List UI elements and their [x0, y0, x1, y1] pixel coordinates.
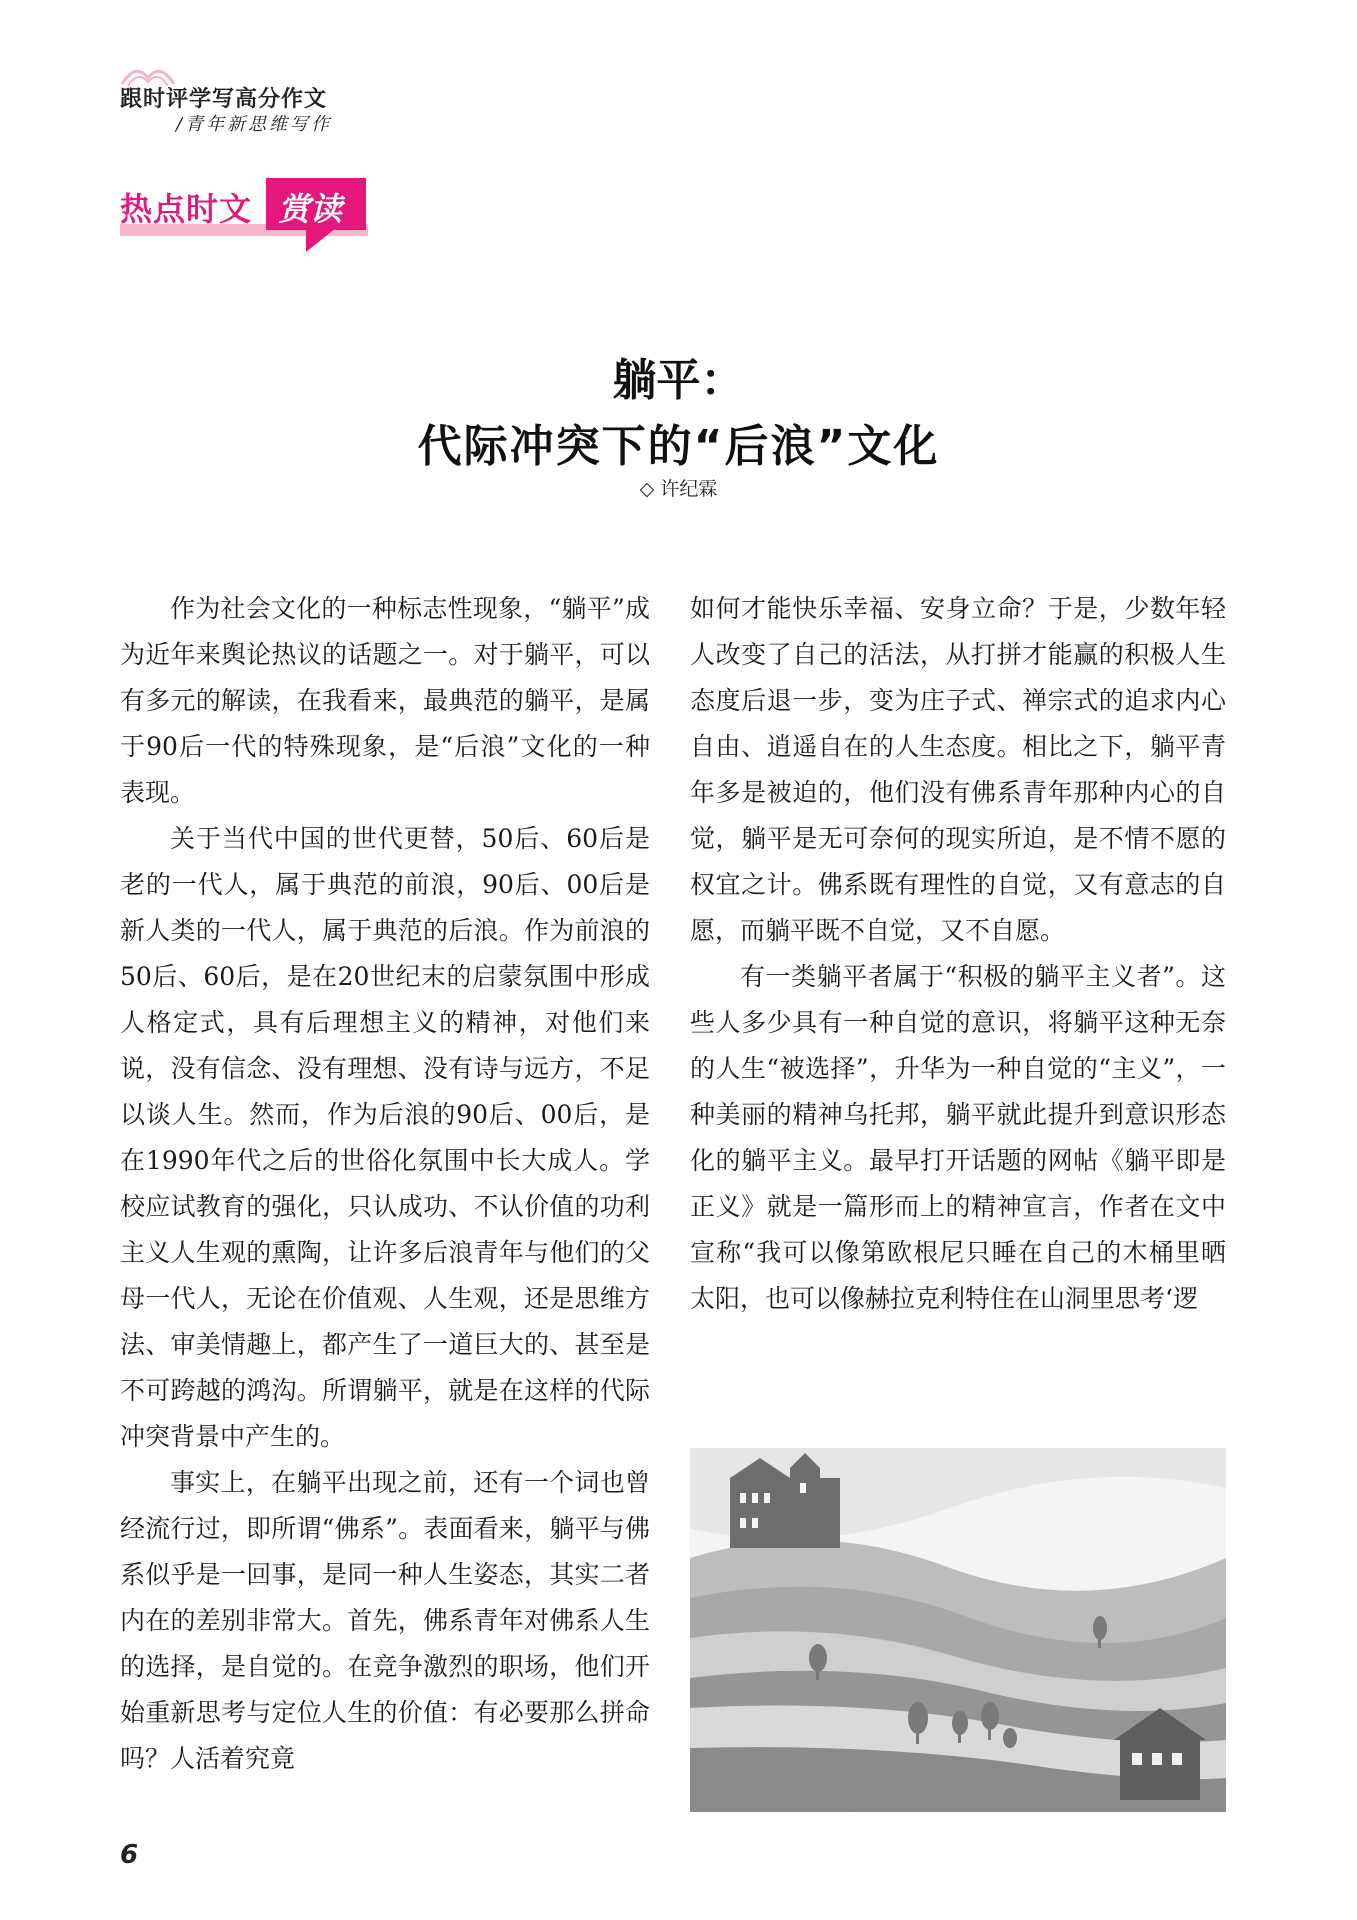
magazine-title: 跟时评学写高分作文 [120, 86, 328, 112]
magazine-subtitle: /青年新思维写作 [176, 114, 333, 135]
paragraph: 关于当代中国的世代更替，50后、60后是老的一代人，属于典范的前浪，90后、00后是新人类的一代人，属于典范的后浪。作为前浪的50后、60后，是在20世纪末的启蒙氛围中形成人格定式，具有后理想主义的精神，对他们来说，没有信念、没有理想、没有诗与远方，不足以谈人生。然而，作为后浪的90后、00后，是在1990年代之后的世俗化氛围中长大成人。学校应试教育的强化，只认成功、不认价值的功利主义人生观的熏陶，让许多后浪青年与他们的父母一代人，无论在价值观、人生观，还是思维方法、审美情趣上，都产生了一道巨大的、甚至是不可跨越的鸿沟。所谓躺平，就是在这样的代际冲突背景中产生的。 [120, 824, 650, 1451]
landscape-illustration [690, 1448, 1226, 1812]
column-tag [120, 178, 368, 252]
paragraph: 如何才能快乐幸福、安身立命？于是，少数年轻人改变了自己的活法，从打拼才能赢的积极人生态度后退一步，变为庄子式、禅宗式的追求内心自由、逍遥自在的人生态度。相比之下，躺平青年多是被迫的，他们没有佛系青年那种内心的自觉，躺平是无可奈何的现实所迫，是不情不愿的权宜之计。佛系既有理性的自觉，又有意志的自愿，而躺平既不自觉，又不自愿。 [690, 594, 1226, 945]
paragraph: 有一类躺平者属于“积极的躺平主义者”。这些人多少具有一种自觉的意识，将躺平这种无奈的人生“被选择”，升华为一种自觉的“主义”，一种美丽的精神乌托邦，躺平就此提升到意识形态化的躺平主义。最早打开话题的网帖《躺平即是正义》就是一篇形而上的精神宣言，作者在文中宣称“我可以像第欧根尼只睡在自己的木桶里晒太阳，也可以像赫拉克利特住在山洞里思考‘逻 [690, 962, 1226, 1313]
article-title-line1: 躺平： [612, 355, 745, 406]
column-tag-highlight: 赏读 [278, 190, 343, 228]
paragraph: 事实上，在躺平出现之前，还有一个词也曾经流行过，即所谓“佛系”。表面看来，躺平与佛系似乎是一回事，是同一种人生姿态，其实二者内在的差别非常大。首先，佛系青年对佛系人生的选择，是自觉的。在竞争激烈的职场，他们开始重新思考与定位人生的价值：有必要那么拼命吗？人活着究竟 [120, 1468, 650, 1773]
speech-tail-icon [306, 228, 336, 252]
article-author: ◇ 许纪霖 [639, 478, 718, 500]
column-tag-label: 热点时文 [120, 190, 253, 228]
paragraph: 作为社会文化的一种标志性现象，“躺平”成为近年来舆论热议的话题之一。对于躺平，可以有多元的解读，在我看来，最典范的躺平，是属于90后一代的特殊现象，是“后浪”文化的一种表现。 [120, 594, 650, 807]
page-number: 6 [120, 1840, 139, 1870]
article-title-line2: 代际冲突下的“后浪”文化 [417, 421, 940, 472]
left-column [120, 586, 650, 1782]
right-column [690, 586, 1226, 1322]
